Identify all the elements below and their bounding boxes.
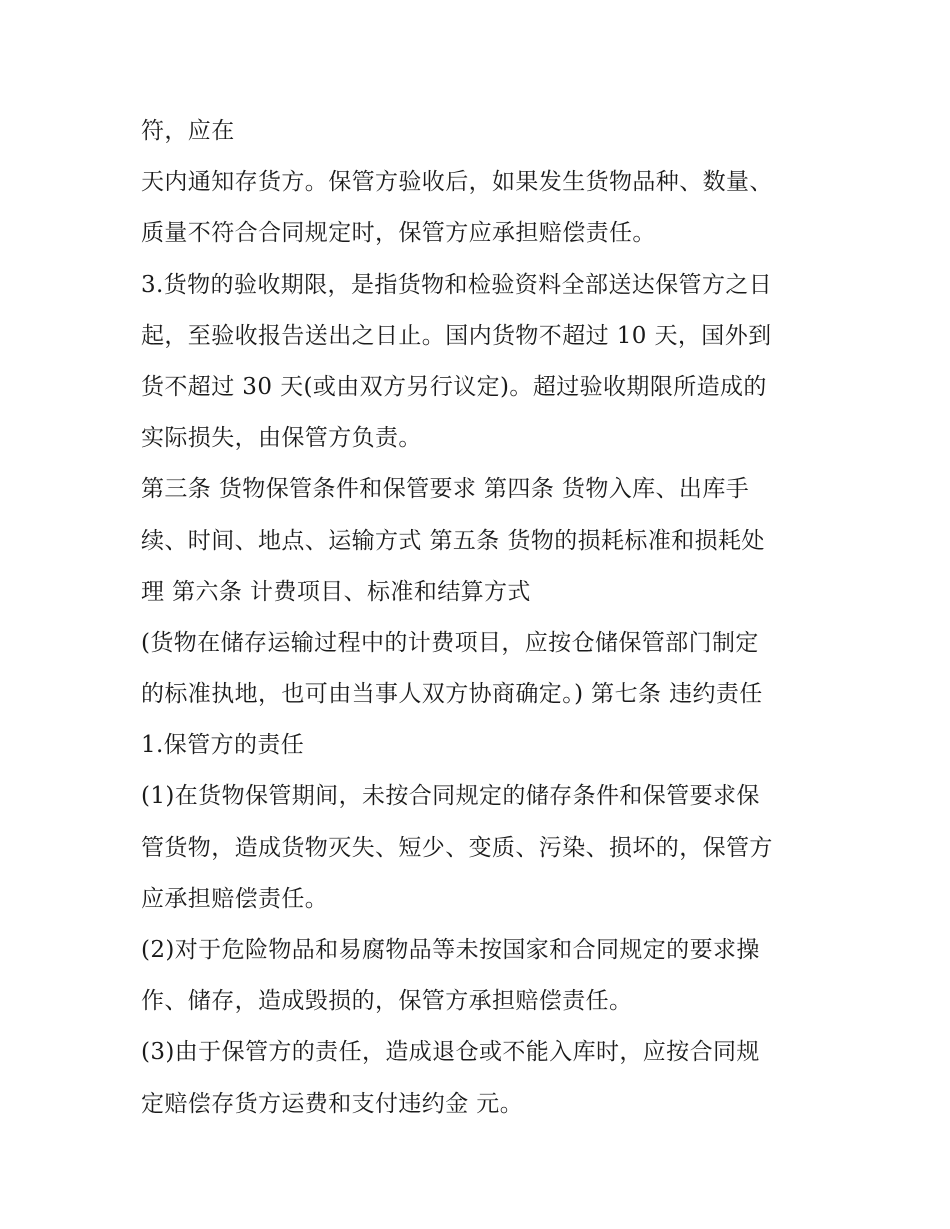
text-line: 管货物，造成货物灭失、短少、变质、污染、损坏的，保管方 bbox=[141, 834, 773, 861]
contract-text-body bbox=[141, 106, 821, 1130]
text-line: 货不超过 30 天(或由双方另行议定)。超过验收期限所造成的 bbox=[141, 373, 767, 400]
text-line: 续、时间、地点、运输方式 第五条 货物的损耗标准和损耗处 bbox=[141, 527, 765, 554]
text-line: 作、储存，造成毁损的，保管方承担赔偿责任。 bbox=[141, 988, 633, 1015]
text-line: (1)在货物保管期间，未按合同规定的储存条件和保管要求保 bbox=[141, 783, 760, 810]
text-line: 实际损失，由保管方负责。 bbox=[141, 425, 422, 452]
text-line: (3)由于保管方的责任，造成退仓或不能入库时，应按合同规 bbox=[141, 1039, 760, 1066]
text-line: 3.货物的验收期限，是指货物和检验资料全部送达保管方之日 bbox=[141, 271, 773, 298]
text-line: 质量不符合合同规定时，保管方应承担赔偿责任。 bbox=[141, 220, 656, 247]
text-line: (货物在储存运输过程中的计费项目，应按仓储保管部门制定 bbox=[141, 629, 759, 656]
text-line: (2)对于危险物品和易腐物品等未按国家和合同规定的要求操 bbox=[141, 937, 760, 963]
text-line: 起，至验收报告送出之日止。国内货物不超过 10 天，国外到 bbox=[141, 322, 772, 349]
text-line: 第三条 货物保管条件和保管要求 第四条 货物入库、出库手 bbox=[141, 476, 750, 503]
text-line: 符，应在 bbox=[141, 118, 235, 144]
text-line: 的标准执地，也可由当事人双方协商确定。) 第七条 违约责任 bbox=[141, 681, 763, 708]
text-line: 应承担赔偿责任。 bbox=[141, 885, 329, 912]
text-line: 定赔偿存货方运费和支付违约金 元。 bbox=[141, 1090, 524, 1117]
text-line: 1.保管方的责任 bbox=[141, 732, 305, 759]
text-line: 天内通知存货方。保管方验收后，如果发生货物品种、数量、 bbox=[141, 169, 773, 196]
text-line: 理 第六条 计费项目、标准和结算方式 bbox=[141, 578, 531, 605]
